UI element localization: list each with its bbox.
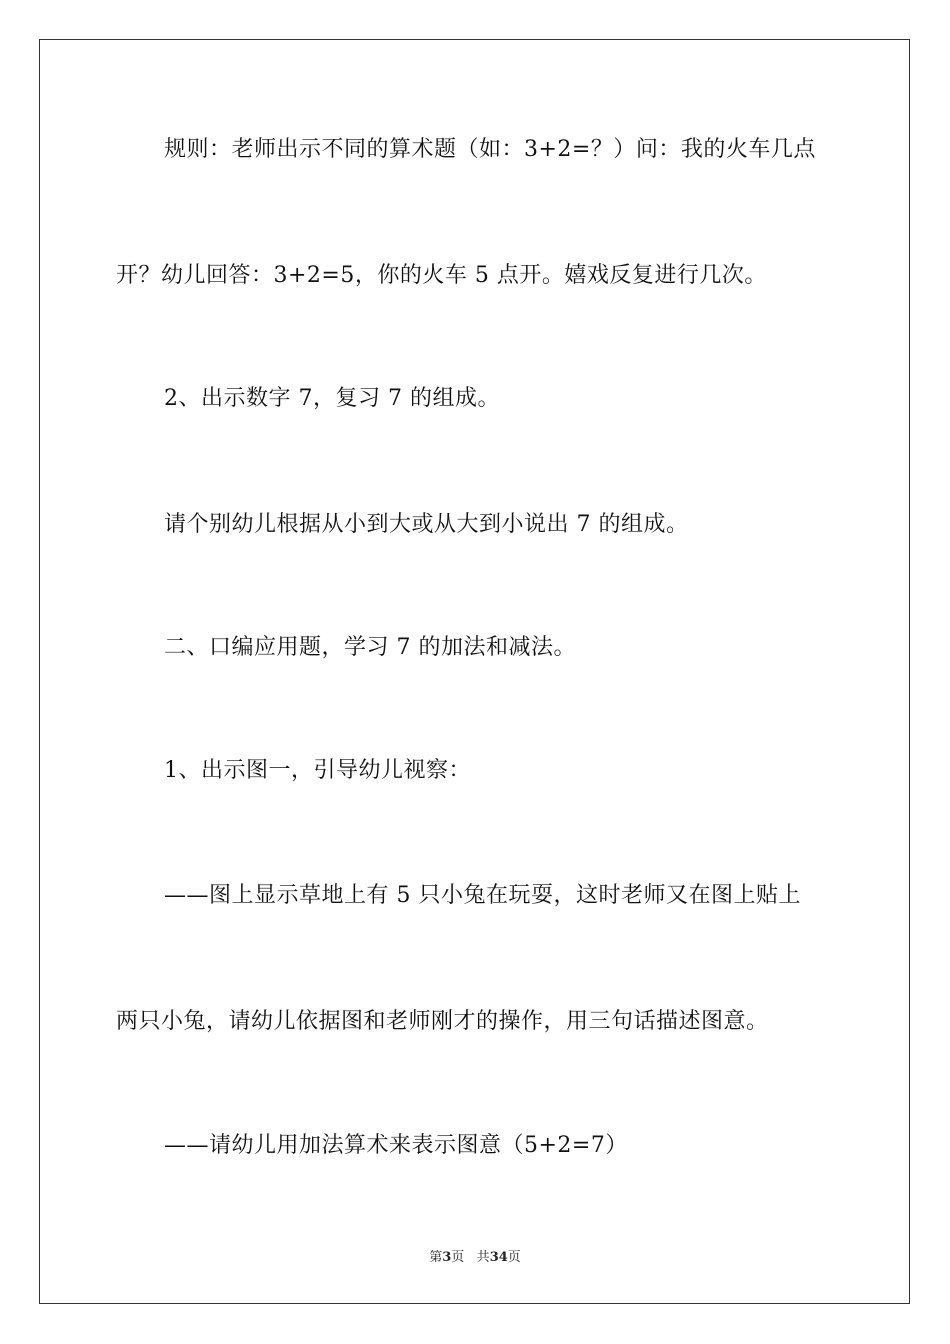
- footer-current-page: 3: [442, 1250, 452, 1265]
- page-frame: [39, 39, 910, 1304]
- paragraph-addition: ——请幼儿用加法算术来表示图意（5+2=7）: [164, 1133, 628, 1158]
- paragraph-rule-continued: 开？幼儿回答：3+2=5，你的火车 5 点开。嬉戏反复进行几次。: [116, 263, 767, 288]
- section-heading-2: 二、口编应用题，学习 7 的加法和减法。: [164, 635, 576, 660]
- paragraph-picture-desc: ——图上显示草地上有 5 只小兔在玩耍，这时老师又在图上贴上: [164, 883, 801, 908]
- page-footer: [0, 1246, 950, 1265]
- footer-total-pages: 34: [489, 1250, 508, 1265]
- footer-total-unit: 页: [507, 1250, 521, 1265]
- paragraph-picture-desc-continued: 两只小兔，请幼儿依据图和老师刚才的操作，用三句话描述图意。: [116, 1009, 769, 1034]
- footer-total-prefix: 共: [476, 1250, 490, 1265]
- footer-page-unit: 页: [451, 1250, 465, 1265]
- paragraph-composition: 请个别幼儿根据从小到大或从大到小说出 7 的组成。: [164, 512, 689, 537]
- paragraph-rule: 规则：老师出示不同的算术题（如：3+2=？）问：我的火车几点: [164, 137, 816, 162]
- footer-prefix: 第: [429, 1250, 443, 1265]
- paragraph-step-1: 1、出示图一，引导幼儿视察：: [164, 758, 471, 783]
- paragraph-step-2: 2、出示数字 7，复习 7 的组成。: [164, 386, 500, 411]
